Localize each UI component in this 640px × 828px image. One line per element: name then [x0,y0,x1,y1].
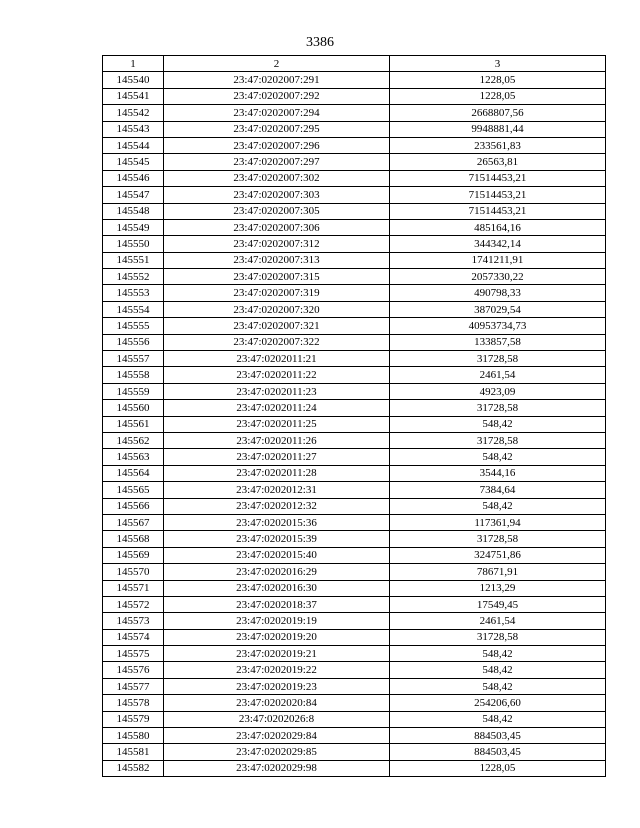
value-cell: 233561,83 [390,137,606,153]
row-number-cell: 145553 [103,285,164,301]
cadastral-number-cell: 23:47:0202007:321 [164,318,390,334]
table-row [103,88,606,104]
value-cell: 2461,54 [390,613,606,629]
row-number-cell: 145571 [103,580,164,596]
row-number-cell: 145551 [103,252,164,268]
row-number-cell: 145563 [103,449,164,465]
row-number-cell: 145572 [103,596,164,612]
value-cell: 1741211,91 [390,252,606,268]
table-row [103,252,606,268]
row-number-cell: 145582 [103,760,164,776]
row-number-cell: 145557 [103,351,164,367]
value-cell: 2057330,22 [390,269,606,285]
cadastral-number-cell: 23:47:0202011:28 [164,465,390,481]
table-row [103,187,606,203]
row-number-cell: 145581 [103,744,164,760]
cadastral-number-cell: 23:47:0202019:20 [164,629,390,645]
cadastral-number-cell: 23:47:0202007:291 [164,72,390,88]
cadastral-number-cell: 23:47:0202012:32 [164,498,390,514]
row-number-cell: 145570 [103,564,164,580]
value-cell: 387029,54 [390,301,606,317]
table-row [103,219,606,235]
cadastral-number-cell: 23:47:0202019:23 [164,678,390,694]
table-row [103,695,606,711]
value-cell: 344342,14 [390,236,606,252]
cadastral-number-cell: 23:47:0202019:22 [164,662,390,678]
table-row [103,121,606,137]
cadastral-number-cell: 23:47:0202015:39 [164,531,390,547]
row-number-cell: 145545 [103,154,164,170]
value-cell: 884503,45 [390,728,606,744]
row-number-cell: 145542 [103,105,164,121]
row-number-cell: 145565 [103,482,164,498]
table-row [103,236,606,252]
table-row [103,351,606,367]
cadastral-number-cell: 23:47:0202015:40 [164,547,390,563]
row-number-cell: 145561 [103,416,164,432]
cadastral-number-cell: 23:47:0202016:30 [164,580,390,596]
table-row [103,416,606,432]
table-row [103,465,606,481]
row-number-cell: 145576 [103,662,164,678]
value-cell: 884503,45 [390,744,606,760]
row-number-cell: 145564 [103,465,164,481]
cadastral-number-cell: 23:47:0202007:319 [164,285,390,301]
cadastral-number-cell: 23:47:0202007:306 [164,219,390,235]
value-cell: 548,42 [390,498,606,514]
cadastral-number-cell: 23:47:0202012:31 [164,482,390,498]
table-row [103,105,606,121]
value-cell: 40953734,73 [390,318,606,334]
row-number-cell: 145578 [103,695,164,711]
value-cell: 548,42 [390,678,606,694]
cadastral-number-cell: 23:47:0202011:25 [164,416,390,432]
row-number-cell: 145573 [103,613,164,629]
cadastral-number-cell: 23:47:0202007:297 [164,154,390,170]
row-number-cell: 145566 [103,498,164,514]
cadastral-number-cell: 23:47:0202011:23 [164,383,390,399]
table-row [103,760,606,776]
row-number-cell: 145555 [103,318,164,334]
value-cell: 548,42 [390,662,606,678]
value-cell: 1228,05 [390,72,606,88]
cadastral-number-cell: 23:47:0202019:21 [164,646,390,662]
table-row [103,400,606,416]
value-cell: 9948881,44 [390,121,606,137]
value-cell: 2461,54 [390,367,606,383]
cadastral-number-cell: 23:47:0202016:29 [164,564,390,580]
table-row [103,482,606,498]
row-number-cell: 145559 [103,383,164,399]
table-row [103,744,606,760]
value-cell: 548,42 [390,646,606,662]
table-row [103,646,606,662]
row-number-cell: 145540 [103,72,164,88]
table-row [103,678,606,694]
cadastral-number-cell: 23:47:0202011:27 [164,449,390,465]
value-cell: 71514453,21 [390,203,606,219]
value-cell: 31728,58 [390,531,606,547]
table-row [103,547,606,563]
row-number-cell: 145550 [103,236,164,252]
row-number-cell: 145569 [103,547,164,563]
cadastral-number-cell: 23:47:0202007:296 [164,137,390,153]
table-row [103,301,606,317]
cadastral-number-cell: 23:47:0202011:21 [164,351,390,367]
value-cell: 31728,58 [390,351,606,367]
table-row [103,367,606,383]
table-row [103,432,606,448]
cadastral-number-cell: 23:47:0202007:313 [164,252,390,268]
row-number-cell: 145574 [103,629,164,645]
cadastral-number-cell: 23:47:0202007:303 [164,187,390,203]
table-row [103,285,606,301]
cadastral-number-cell: 23:47:0202018:37 [164,596,390,612]
cadastral-number-cell: 23:47:0202026:8 [164,711,390,727]
table-row [103,531,606,547]
table-row [103,449,606,465]
table-row [103,580,606,596]
row-number-cell: 145541 [103,88,164,104]
table-row [103,203,606,219]
table-body [103,72,606,777]
table-row [103,514,606,530]
row-number-cell: 145549 [103,219,164,235]
cadastral-number-cell: 23:47:0202007:312 [164,236,390,252]
table-row [103,613,606,629]
table-row [103,72,606,88]
row-number-cell: 145546 [103,170,164,186]
cadastral-number-cell: 23:47:0202019:19 [164,613,390,629]
value-cell: 490798,33 [390,285,606,301]
cadastral-number-cell: 23:47:0202007:292 [164,88,390,104]
cadastral-number-cell: 23:47:0202007:322 [164,334,390,350]
value-cell: 548,42 [390,449,606,465]
row-number-cell: 145577 [103,678,164,694]
table-row [103,170,606,186]
value-cell: 2668807,56 [390,105,606,121]
cadastral-number-cell: 23:47:0202007:305 [164,203,390,219]
cadastral-number-cell: 23:47:0202007:320 [164,301,390,317]
value-cell: 4923,09 [390,383,606,399]
cadastral-number-cell: 23:47:0202007:295 [164,121,390,137]
page-number: 3386 [306,35,334,50]
cadastral-number-cell: 23:47:0202029:98 [164,760,390,776]
column-header-1: 1 [103,56,164,72]
cadastral-number-cell: 23:47:0202029:84 [164,728,390,744]
row-number-cell: 145567 [103,514,164,530]
value-cell: 1228,05 [390,760,606,776]
cadastral-number-cell: 23:47:0202011:26 [164,432,390,448]
value-cell: 1213,29 [390,580,606,596]
row-number-cell: 145552 [103,269,164,285]
cadastral-number-cell: 23:47:0202029:85 [164,744,390,760]
cadastral-number-cell: 23:47:0202011:22 [164,367,390,383]
cadastral-number-cell: 23:47:0202007:294 [164,105,390,121]
cadastral-number-cell: 23:47:0202020:84 [164,695,390,711]
row-number-cell: 145547 [103,187,164,203]
table-row [103,662,606,678]
column-header-3: 3 [390,56,606,72]
cadastral-number-cell: 23:47:0202007:302 [164,170,390,186]
table-row [103,137,606,153]
value-cell: 133857,58 [390,334,606,350]
row-number-cell: 145579 [103,711,164,727]
table-row [103,334,606,350]
row-number-cell: 145543 [103,121,164,137]
row-number-cell: 145560 [103,400,164,416]
value-cell: 31728,58 [390,432,606,448]
table-row [103,269,606,285]
value-cell: 78671,91 [390,564,606,580]
value-cell: 71514453,21 [390,170,606,186]
table-row [103,564,606,580]
table-row [103,711,606,727]
value-cell: 254206,60 [390,695,606,711]
table-row [103,318,606,334]
column-header-2: 2 [164,56,390,72]
table-row [103,728,606,744]
table-header-row [103,56,606,72]
table-row [103,596,606,612]
cadastral-number-cell: 23:47:0202011:24 [164,400,390,416]
table-row [103,629,606,645]
value-cell: 548,42 [390,711,606,727]
table-row [103,383,606,399]
row-number-cell: 145568 [103,531,164,547]
row-number-cell: 145562 [103,432,164,448]
row-number-cell: 145575 [103,646,164,662]
value-cell: 3544,16 [390,465,606,481]
value-cell: 117361,94 [390,514,606,530]
row-number-cell: 145556 [103,334,164,350]
registry-table [102,55,606,777]
row-number-cell: 145558 [103,367,164,383]
table-row [103,498,606,514]
value-cell: 1228,05 [390,88,606,104]
value-cell: 31728,58 [390,400,606,416]
row-number-cell: 145548 [103,203,164,219]
value-cell: 485164,16 [390,219,606,235]
value-cell: 31728,58 [390,629,606,645]
value-cell: 71514453,21 [390,187,606,203]
value-cell: 26563,81 [390,154,606,170]
row-number-cell: 145580 [103,728,164,744]
cadastral-number-cell: 23:47:0202015:36 [164,514,390,530]
value-cell: 548,42 [390,416,606,432]
value-cell: 324751,86 [390,547,606,563]
row-number-cell: 145554 [103,301,164,317]
cadastral-number-cell: 23:47:0202007:315 [164,269,390,285]
row-number-cell: 145544 [103,137,164,153]
table-row [103,154,606,170]
value-cell: 7384,64 [390,482,606,498]
value-cell: 17549,45 [390,596,606,612]
